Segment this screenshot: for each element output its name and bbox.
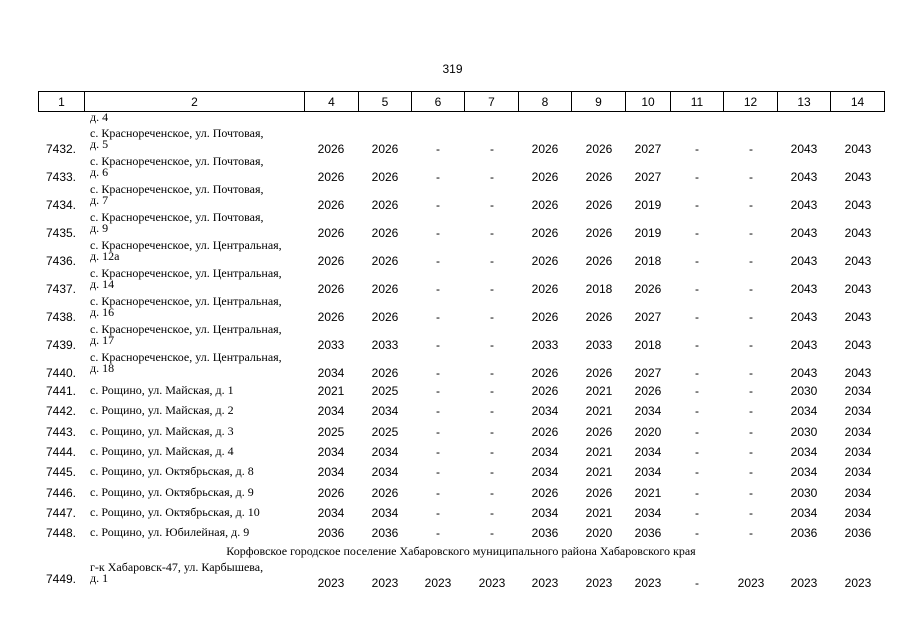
year-cell: 2034 <box>317 404 345 419</box>
year-cell: - <box>490 485 494 500</box>
row-number: 7437. <box>45 282 77 296</box>
year-cell: 2030 <box>790 384 818 398</box>
year-cell: - <box>695 444 699 459</box>
year-cell: 2026 <box>371 310 399 324</box>
year-cell: - <box>436 384 440 398</box>
address: с. Рощино, ул. Юбилейная, д. 9 <box>90 525 250 540</box>
year-cell: 2034 <box>634 465 662 480</box>
row-number: 7447. <box>45 505 77 520</box>
year-cell: 2043 <box>844 254 872 268</box>
year-cell: 2026 <box>371 282 399 296</box>
year-cell: - <box>749 465 753 480</box>
table-row <box>38 400 884 420</box>
year-cell: - <box>436 465 440 480</box>
year-cell: 2020 <box>585 526 613 541</box>
year-cell: 2036 <box>317 526 345 541</box>
row-number: 7441. <box>45 384 77 398</box>
year-cell: - <box>695 465 699 480</box>
table-row <box>38 502 884 522</box>
row-number: 7448. <box>45 526 77 541</box>
year-cell: 2034 <box>634 444 662 459</box>
year-cell: 2034 <box>790 444 818 459</box>
row-number: 7439. <box>45 338 77 352</box>
year-cell: 2023 <box>737 576 765 591</box>
year-cell: 2026 <box>371 254 399 268</box>
year-cell: 2026 <box>585 254 613 268</box>
year-cell: 2034 <box>531 465 559 480</box>
year-cell: 2034 <box>844 384 872 398</box>
year-cell: 2033 <box>585 338 613 352</box>
row-number: 7435. <box>45 226 77 240</box>
year-cell: 2026 <box>585 424 613 439</box>
year-cell: 2034 <box>844 505 872 520</box>
year-cell: 2043 <box>790 338 818 352</box>
table-row <box>38 461 884 481</box>
year-cell: - <box>749 142 753 156</box>
year-cell: 2026 <box>531 254 559 268</box>
year-cell: 2021 <box>585 444 613 459</box>
year-cell: - <box>436 505 440 520</box>
year-cell: 2023 <box>790 576 818 591</box>
year-cell: 2023 <box>424 576 452 591</box>
year-cell: - <box>436 142 440 156</box>
year-cell: 2026 <box>531 282 559 296</box>
year-cell: 2023 <box>317 576 345 591</box>
year-cell: - <box>749 310 753 324</box>
year-cell: - <box>436 444 440 459</box>
page-number: 319 <box>442 62 463 76</box>
year-cell: 2043 <box>844 310 872 324</box>
year-cell: 2026 <box>531 366 559 380</box>
table-row <box>38 352 884 380</box>
address-line-2: д. 16 <box>90 305 115 319</box>
year-cell: 2043 <box>844 282 872 296</box>
address-line-1: с. Краснореченское, ул. Центральная, <box>90 294 282 308</box>
year-cell: 2026 <box>371 170 399 184</box>
year-cell: 2043 <box>790 310 818 324</box>
header-cell: 1 <box>39 92 85 112</box>
year-cell: - <box>490 366 494 380</box>
year-cell: - <box>695 526 699 541</box>
table-row <box>38 421 884 441</box>
address: с. Рощино, ул. Октябрьская, д. 8 <box>90 464 254 479</box>
year-cell: 2026 <box>585 170 613 184</box>
year-cell: 2025 <box>317 424 345 439</box>
header-cell: 9 <box>572 92 626 112</box>
year-cell: - <box>695 142 699 156</box>
year-cell: 2036 <box>371 526 399 541</box>
table-row <box>38 156 884 184</box>
year-cell: 2021 <box>585 505 613 520</box>
year-cell: 2026 <box>585 485 613 500</box>
year-cell: 2019 <box>634 226 662 240</box>
year-cell: 2021 <box>585 404 613 419</box>
year-cell: - <box>695 404 699 419</box>
address-line-1: с. Краснореченское, ул. Центральная, <box>90 350 282 364</box>
year-cell: 2026 <box>317 310 345 324</box>
year-cell: - <box>695 310 699 324</box>
year-cell: 2030 <box>790 424 818 439</box>
table-row <box>38 441 884 461</box>
row-number: 7440. <box>45 366 77 380</box>
year-cell: 2034 <box>790 404 818 419</box>
year-cell: 2023 <box>531 576 559 591</box>
year-cell: 2034 <box>371 505 399 520</box>
year-cell: - <box>749 226 753 240</box>
year-cell: 2034 <box>317 505 345 520</box>
year-cell: 2030 <box>790 485 818 500</box>
year-cell: 2043 <box>844 366 872 380</box>
year-cell: - <box>490 505 494 520</box>
year-cell: - <box>490 526 494 541</box>
year-cell: - <box>695 254 699 268</box>
year-cell: 2018 <box>585 282 613 296</box>
year-cell: - <box>749 485 753 500</box>
row-number: 7432. <box>45 142 77 156</box>
year-cell: 2034 <box>531 505 559 520</box>
year-cell: 2026 <box>531 384 559 398</box>
year-cell: 2027 <box>634 142 662 156</box>
year-cell: - <box>695 424 699 439</box>
year-cell: - <box>490 142 494 156</box>
year-cell: 2043 <box>844 142 872 156</box>
year-cell: 2027 <box>634 366 662 380</box>
year-cell: 2034 <box>844 444 872 459</box>
year-cell: 2021 <box>585 384 613 398</box>
year-cell: 2034 <box>634 404 662 419</box>
year-cell: - <box>490 424 494 439</box>
year-cell: - <box>749 526 753 541</box>
column-header-table <box>38 91 885 112</box>
header-cell: 6 <box>412 92 465 112</box>
year-cell: - <box>695 338 699 352</box>
year-cell: 2034 <box>371 444 399 459</box>
header-row <box>39 92 885 112</box>
year-cell: 2026 <box>531 226 559 240</box>
header-cell: 5 <box>359 92 412 112</box>
header-cell: 13 <box>778 92 831 112</box>
year-cell: - <box>490 404 494 419</box>
year-cell: 2036 <box>790 526 818 541</box>
address-line-2: д. 7 <box>90 193 109 207</box>
year-cell: - <box>695 485 699 500</box>
year-cell: 2026 <box>317 198 345 212</box>
year-cell: - <box>749 254 753 268</box>
year-cell: 2026 <box>371 226 399 240</box>
year-cell: - <box>436 526 440 541</box>
year-cell: 2027 <box>634 310 662 324</box>
address-line-1: с. Краснореченское, ул. Центральная, <box>90 238 282 252</box>
year-cell: 2043 <box>790 170 818 184</box>
header-cell: 4 <box>305 92 359 112</box>
year-cell: 2025 <box>371 424 399 439</box>
address: с. Рощино, ул. Майская, д. 2 <box>90 403 234 418</box>
row-number: 7442. <box>45 404 77 419</box>
address-line-2: д. 9 <box>90 221 109 235</box>
year-cell: 2023 <box>585 576 613 591</box>
address: с. Рощино, ул. Октябрьская, д. 9 <box>90 484 254 499</box>
header-cell: 12 <box>724 92 778 112</box>
year-cell: - <box>490 310 494 324</box>
address-line-2: д. 1 <box>90 571 109 586</box>
year-cell: - <box>436 338 440 352</box>
year-cell: - <box>695 505 699 520</box>
year-cell: 2036 <box>531 526 559 541</box>
year-cell: 2034 <box>317 465 345 480</box>
year-cell: 2033 <box>317 338 345 352</box>
address-line-1: с. Краснореченское, ул. Почтовая, <box>90 182 264 196</box>
year-cell: 2033 <box>531 338 559 352</box>
year-cell: 2026 <box>585 310 613 324</box>
year-cell: - <box>436 366 440 380</box>
year-cell: 2023 <box>844 576 872 591</box>
year-cell: - <box>749 404 753 419</box>
year-cell: 2020 <box>634 424 662 439</box>
year-cell: - <box>749 505 753 520</box>
year-cell: - <box>749 366 753 380</box>
year-cell: - <box>490 282 494 296</box>
table-row <box>38 212 884 240</box>
year-cell: - <box>490 465 494 480</box>
year-cell: 2034 <box>317 444 345 459</box>
header-cell: 11 <box>671 92 724 112</box>
address-line-2: д. 14 <box>90 277 115 291</box>
year-cell: 2018 <box>634 338 662 352</box>
year-cell: 2021 <box>317 384 345 398</box>
address: с. Рощино, ул. Майская, д. 4 <box>90 443 234 458</box>
table-row <box>38 268 884 296</box>
section-title: Корфовское городское поселение Хабаровского муниципального района Хабаровского края <box>226 544 696 559</box>
row-number: 7449. <box>45 572 77 587</box>
year-cell: 2026 <box>317 485 345 500</box>
year-cell: 2034 <box>531 404 559 419</box>
year-cell: - <box>695 576 699 591</box>
table-row <box>38 380 884 400</box>
year-cell: - <box>490 384 494 398</box>
table-row <box>38 240 884 268</box>
year-cell: 2043 <box>790 198 818 212</box>
address-line-2: д. 12а <box>90 249 120 263</box>
year-cell: - <box>749 444 753 459</box>
year-cell: - <box>490 254 494 268</box>
year-cell: 2026 <box>531 198 559 212</box>
year-cell: - <box>436 404 440 419</box>
row-number: 7438. <box>45 310 77 324</box>
row-number: 7444. <box>45 444 77 459</box>
year-cell: - <box>436 485 440 500</box>
year-cell: - <box>695 366 699 380</box>
table-row <box>38 184 884 212</box>
year-cell: 2034 <box>371 404 399 419</box>
year-cell: - <box>490 338 494 352</box>
year-cell: - <box>436 198 440 212</box>
year-cell: 2043 <box>844 170 872 184</box>
year-cell: 2023 <box>478 576 506 591</box>
carry-over-text: д. 4 <box>90 110 109 124</box>
year-cell: 2026 <box>317 170 345 184</box>
year-cell: 2026 <box>634 282 662 296</box>
table-row <box>38 522 884 542</box>
year-cell: 2026 <box>371 485 399 500</box>
year-cell: 2034 <box>844 404 872 419</box>
header-cell: 8 <box>519 92 572 112</box>
address-line-1: с. Краснореченское, ул. Центральная, <box>90 322 282 336</box>
year-cell: - <box>749 282 753 296</box>
table-row <box>38 562 884 590</box>
year-cell: 2034 <box>844 465 872 480</box>
year-cell: 2021 <box>585 465 613 480</box>
year-cell: - <box>749 384 753 398</box>
year-cell: 2026 <box>634 384 662 398</box>
address-line-2: д. 5 <box>90 137 109 151</box>
year-cell: - <box>749 170 753 184</box>
year-cell: 2043 <box>790 142 818 156</box>
year-cell: 2034 <box>634 505 662 520</box>
year-cell: - <box>695 226 699 240</box>
header-cell: 7 <box>465 92 519 112</box>
year-cell: 2026 <box>585 198 613 212</box>
address-line-1: г-к Хабаровск-47, ул. Карбышева, <box>90 560 264 575</box>
year-cell: 2026 <box>585 226 613 240</box>
address-line-2: д. 6 <box>90 165 109 179</box>
year-cell: 2026 <box>531 310 559 324</box>
year-cell: 2034 <box>790 465 818 480</box>
year-cell: 2033 <box>371 338 399 352</box>
year-cell: 2026 <box>531 485 559 500</box>
year-cell: - <box>490 198 494 212</box>
year-cell: 2026 <box>317 254 345 268</box>
year-cell: 2018 <box>634 254 662 268</box>
year-cell: - <box>490 170 494 184</box>
year-cell: 2026 <box>371 366 399 380</box>
year-cell: 2043 <box>790 282 818 296</box>
address: с. Рощино, ул. Майская, д. 3 <box>90 423 234 438</box>
year-cell: - <box>749 198 753 212</box>
year-cell: - <box>490 226 494 240</box>
table-row <box>38 324 884 352</box>
year-cell: - <box>436 226 440 240</box>
year-cell: - <box>436 310 440 324</box>
year-cell: - <box>695 170 699 184</box>
address: с. Рощино, ул. Октябрьская, д. 10 <box>90 504 260 519</box>
address-line-1: с. Краснореченское, ул. Центральная, <box>90 266 282 280</box>
year-cell: 2026 <box>531 170 559 184</box>
header-cell: 10 <box>626 92 671 112</box>
year-cell: - <box>436 282 440 296</box>
year-cell: 2021 <box>634 485 662 500</box>
year-cell: - <box>749 424 753 439</box>
year-cell: 2034 <box>844 424 872 439</box>
header-cell: 2 <box>85 92 305 112</box>
year-cell: - <box>695 282 699 296</box>
year-cell: 2026 <box>317 142 345 156</box>
year-cell: 2034 <box>317 366 345 380</box>
address-line-1: с. Краснореченское, ул. Почтовая, <box>90 154 264 168</box>
table-row <box>38 482 884 502</box>
year-cell: 2026 <box>317 282 345 296</box>
year-cell: - <box>695 384 699 398</box>
address: с. Рощино, ул. Майская, д. 1 <box>90 383 234 397</box>
address-line-1: с. Краснореченское, ул. Почтовая, <box>90 210 264 224</box>
year-cell: 2043 <box>844 198 872 212</box>
year-cell: - <box>436 254 440 268</box>
year-cell: 2043 <box>844 338 872 352</box>
year-cell: - <box>749 338 753 352</box>
year-cell: 2023 <box>371 576 399 591</box>
row-number: 7446. <box>45 485 77 500</box>
year-cell: 2026 <box>531 424 559 439</box>
year-cell: 2034 <box>844 485 872 500</box>
year-cell: 2026 <box>585 142 613 156</box>
year-cell: 2026 <box>317 226 345 240</box>
year-cell: 2034 <box>790 505 818 520</box>
year-cell: 2026 <box>371 142 399 156</box>
address-line-2: д. 17 <box>90 333 115 347</box>
year-cell: 2043 <box>790 254 818 268</box>
year-cell: - <box>436 170 440 184</box>
row-number: 7434. <box>45 198 77 212</box>
row-number: 7436. <box>45 254 77 268</box>
address-line-1: с. Краснореченское, ул. Почтовая, <box>90 126 264 140</box>
table-row <box>38 296 884 324</box>
year-cell: 2019 <box>634 198 662 212</box>
year-cell: 2036 <box>844 526 872 541</box>
header-cell: 14 <box>831 92 885 112</box>
year-cell: 2026 <box>371 198 399 212</box>
year-cell: 2043 <box>790 226 818 240</box>
table-row <box>38 128 884 156</box>
year-cell: 2025 <box>371 384 399 398</box>
year-cell: 2036 <box>634 526 662 541</box>
year-cell: 2034 <box>531 444 559 459</box>
year-cell: - <box>695 198 699 212</box>
address-line-2: д. 18 <box>90 361 115 375</box>
year-cell: 2043 <box>844 226 872 240</box>
year-cell: - <box>436 424 440 439</box>
year-cell: 2023 <box>634 576 662 591</box>
year-cell: 2027 <box>634 170 662 184</box>
year-cell: 2034 <box>371 465 399 480</box>
year-cell: 2026 <box>531 142 559 156</box>
row-number: 7443. <box>45 424 77 439</box>
year-cell: - <box>490 444 494 459</box>
year-cell: 2043 <box>790 366 818 380</box>
year-cell: 2026 <box>585 366 613 380</box>
row-number: 7433. <box>45 170 77 184</box>
row-number: 7445. <box>45 465 77 480</box>
